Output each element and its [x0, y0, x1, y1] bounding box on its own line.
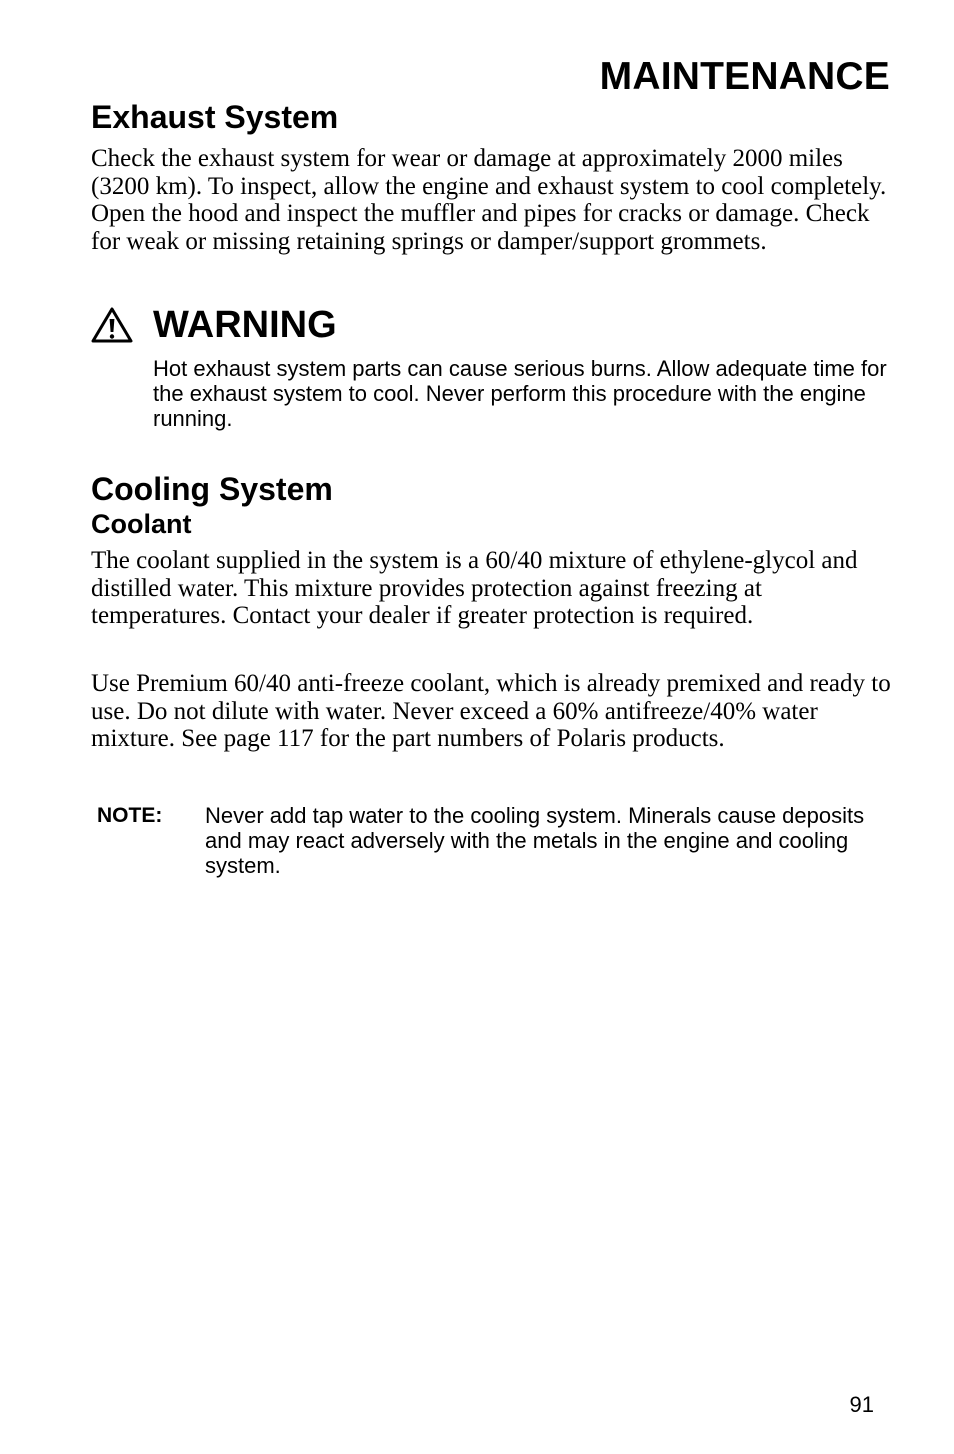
chapter-title: MAINTENANCE: [599, 55, 890, 98]
coolant-paragraph-2: Use Premium 60/40 anti-freeze coolant, which is already premixed and ready to use. Do not dilute with water. Never exceed a 60% antifreeze/40% water mixture. See page 117 for the part numbers of Polaris products.: [91, 670, 891, 753]
cooling-system-heading: Cooling System: [91, 471, 333, 507]
coolant-subheading: Coolant: [91, 509, 192, 539]
coolant-paragraph-1: The coolant supplied in the system is a 60/40 mixture of ethylene-glycol and distilled water. This mixture provides protection against freezing at temperatures. Contact your dealer if greater protection is required.: [91, 547, 858, 630]
warning-title: WARNING: [153, 304, 337, 346]
exhaust-system-heading: Exhaust System: [91, 99, 339, 135]
warning-text: Hot exhaust system parts can cause serious burns. Allow adequate time for the exhaust system to cool. Never perform this procedure with the engine running.: [153, 356, 887, 431]
page-number: 91: [849, 1392, 874, 1417]
exhaust-system-paragraph: Check the exhaust system for wear or damage at approximately 2000 miles (3200 km). To inspect, allow the engine and exhaust system to cool completely. Open the hood and inspect the muffler and pipes for cracks or damage. Check for weak or missing retaining springs or damper/support grommets.: [91, 145, 887, 255]
warning-header: [91, 303, 337, 347]
note-text: Never add tap water to the cooling system. Minerals cause deposits and may react adversely with the metals in the engine and cooling system.: [205, 803, 865, 878]
note-block: [97, 803, 897, 878]
warning-triangle-icon: [91, 307, 133, 343]
note-label: NOTE:: [97, 804, 163, 827]
